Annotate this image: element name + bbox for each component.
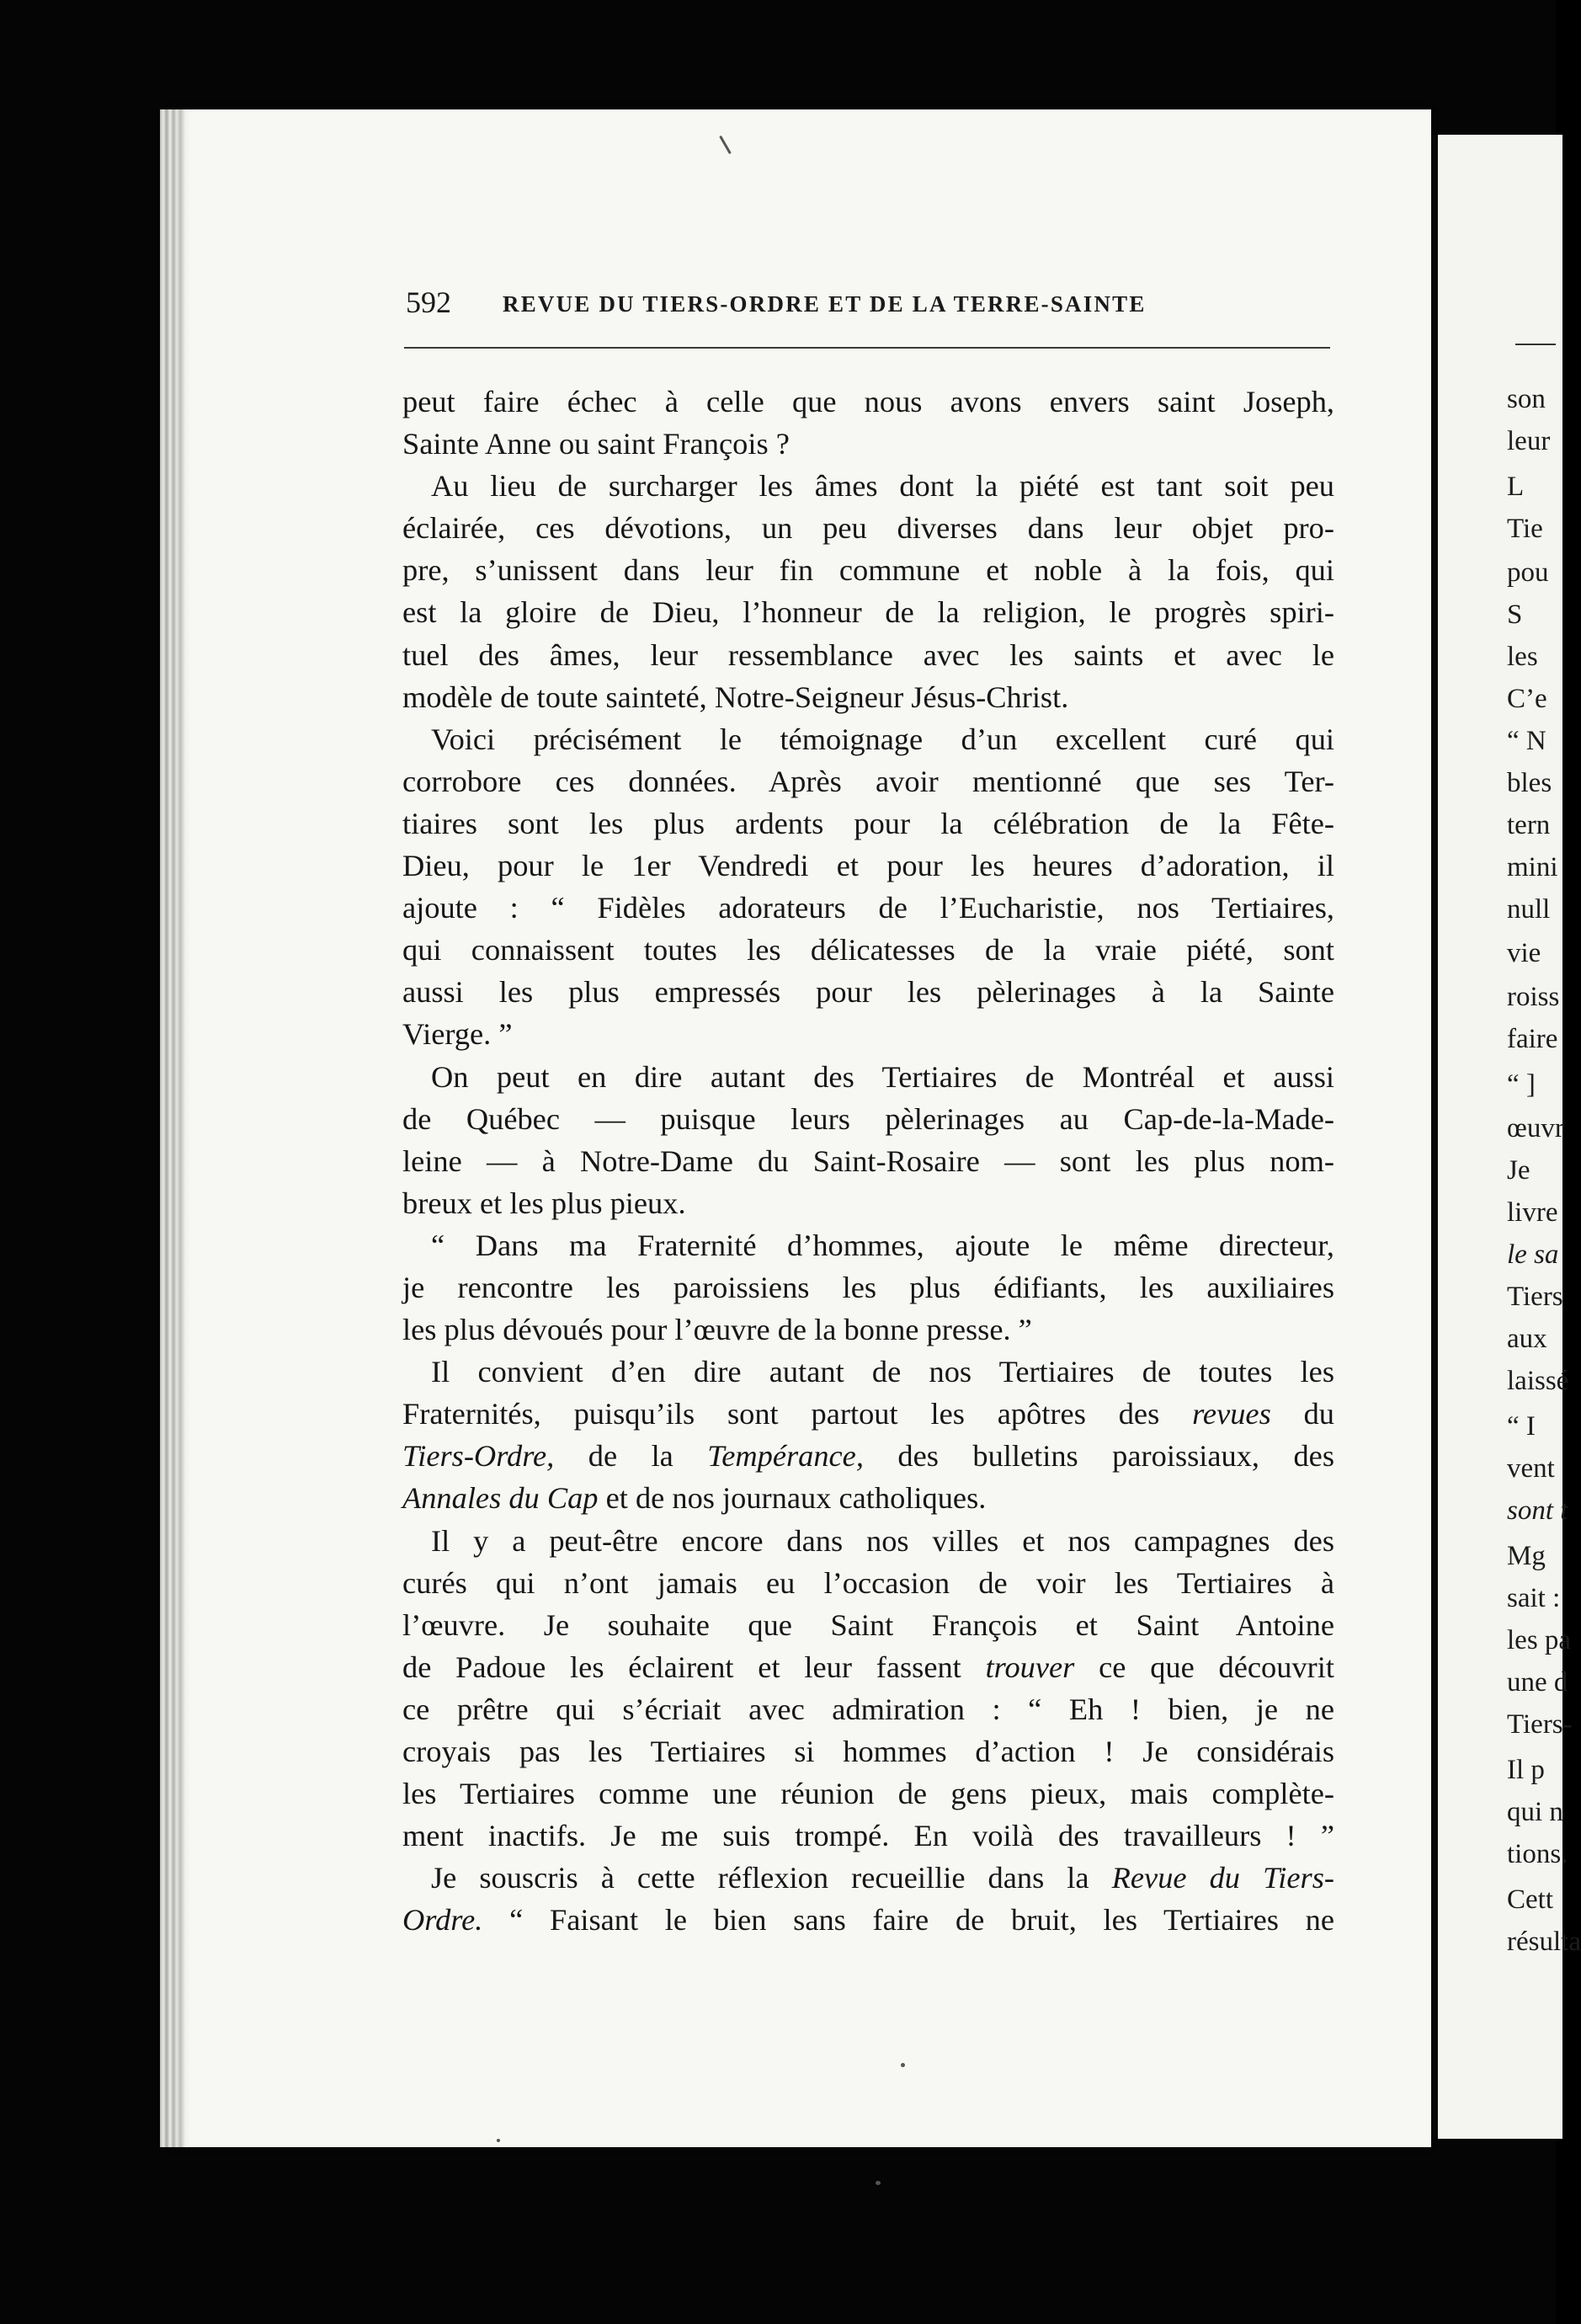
text-line: ment inactifs. Je me suis trompé. En voilà des travailleurs ! ” <box>402 1819 1334 1853</box>
text-line: Annales du Cap et de nos journaux catholiques. <box>402 1481 987 1516</box>
text-line: leine — à Notre-Dame du Saint-Rosaire — sont les plus nom- <box>402 1143 1334 1178</box>
facing-text-fragment: Tiers <box>1507 1282 1563 1312</box>
facing-text-fragment: vie <box>1507 938 1541 968</box>
text-line: breux et les plus pieux. <box>402 1186 686 1220</box>
facing-text-fragment: bles <box>1507 768 1552 798</box>
text-line: Au lieu de surcharger les âmes dont la piété est tant soit peu <box>431 469 1334 504</box>
facing-text-fragment: L <box>1507 472 1525 502</box>
text-line: je rencontre les paroissiens les plus édifiants, les auxiliaires <box>402 1270 1334 1304</box>
facing-text-fragment: sait : <box>1507 1583 1561 1613</box>
running-header <box>406 285 1332 327</box>
text-line: Ordre. “ Faisant le bien sans faire de bruit, les Tertiaires ne <box>402 1903 1334 1938</box>
facing-text-fragment: œuvr <box>1507 1113 1564 1143</box>
text-line: ajoute : “ Fidèles adorateurs de l’Eucharistie, nos Tertiaires, <box>402 891 1334 925</box>
facing-text-fragment: les <box>1507 642 1538 672</box>
facing-text-fragment: livre <box>1507 1197 1558 1228</box>
text-line: tuel des âmes, leur ressemblance avec les saints et avec le <box>402 637 1334 672</box>
text-line: ce prêtre qui s’écriait avec admiration : “ Eh ! bien, je ne <box>402 1692 1334 1726</box>
facing-text-fragment: mini <box>1507 852 1558 882</box>
facing-text-fragment: Mg <box>1507 1541 1546 1571</box>
text-line: peut faire échec à celle que nous avons envers saint Joseph, <box>402 385 1334 418</box>
text-line: Sainte Anne ou saint François ? <box>402 427 790 461</box>
text-line: curés qui n’ont jamais eu l’occasion de voir les Tertiaires à <box>402 1565 1334 1600</box>
text-line: Voici précisément le témoignage d’un excellent curé qui <box>431 722 1334 756</box>
text-line: croyais pas les Tertiaires si hommes d’action ! Je considérais <box>402 1735 1334 1768</box>
facing-text-fragment: Il p <box>1507 1755 1545 1785</box>
facing-text-fragment: C’e <box>1507 684 1547 714</box>
text-line: de Padoue les éclairent et leur fassent trouver ce que découvrit <box>402 1650 1334 1684</box>
text-line: les Tertiaires comme une réunion de gens pieux, mais complète- <box>402 1777 1334 1811</box>
page-number: 592 <box>406 285 451 319</box>
text-line: pre, s’unissent dans leur fin commune et noble à la fois, qui <box>402 553 1334 588</box>
scan-speck <box>876 2181 881 2185</box>
text-line: Il convient d’en dire autant de nos Tertiaires de toutes les <box>431 1355 1334 1389</box>
text-line: de Québec — puisque leurs pèlerinages au Cap-de-la-Made- <box>402 1101 1334 1136</box>
text-line: “ Dans ma Fraternité d’hommes, ajoute le même directeur, <box>431 1228 1334 1262</box>
text-line: tiaires sont les plus ardents pour la célébration de la Fête- <box>402 806 1334 840</box>
scan-speck <box>901 2063 905 2067</box>
facing-text-fragment: null <box>1507 894 1551 925</box>
facing-text-fragment: “ I <box>1507 1411 1536 1442</box>
page-edges <box>160 109 190 2147</box>
body-text <box>402 381 1334 1941</box>
facing-text-fragment: faire <box>1507 1024 1558 1054</box>
facing-text-fragment: Cett <box>1507 1884 1553 1915</box>
facing-text-fragment: S <box>1507 600 1523 630</box>
facing-text-fragment: tions. <box>1507 1839 1568 1869</box>
scan-speck <box>497 2139 500 2142</box>
text-line: est la gloire de Dieu, l’honneur de la religion, le progrès spiri- <box>402 595 1334 630</box>
text-line: Dieu, pour le 1er Vendredi et pour les heures d’adoration, il <box>402 849 1334 883</box>
facing-text-fragment: vent <box>1507 1453 1555 1484</box>
text-line: Je souscris à cette réflexion recueillie dans la Revue du Tiers- <box>431 1861 1335 1895</box>
text-line: qui connaissent toutes les délicatesses de la vraie piété, sont <box>402 933 1334 967</box>
text-line: Tiers-Ordre, de la Tempérance, des bulletins paroissiaux, des <box>402 1439 1334 1474</box>
text-line: aussi les plus empressés pour les pèlerinages à la Sainte <box>402 975 1334 1010</box>
text-line: l’œuvre. Je souhaite que Saint François et Saint Antoine <box>402 1607 1334 1642</box>
facing-text-fragment: résulta <box>1507 1927 1581 1957</box>
facing-header-rule <box>1515 344 1556 345</box>
text-line: Vierge. ” <box>402 1017 513 1052</box>
text-line: éclairée, ces dévotions, un peu diverses dans leur objet pro- <box>402 511 1334 546</box>
facing-text-fragment: leur <box>1507 426 1551 456</box>
text-line: Fraternités, puisqu’ils sont partout les apôtres des revues du <box>402 1397 1334 1431</box>
facing-text-fragment: Je <box>1507 1155 1530 1186</box>
text-line: les plus dévoués pour l’œuvre de la bonne presse. ” <box>402 1313 1032 1347</box>
facing-text-fragment: son <box>1507 384 1546 414</box>
facing-text-fragment: “ ] <box>1507 1069 1536 1100</box>
facing-text-fragment: tern <box>1507 810 1551 840</box>
facing-text-fragment: une d <box>1507 1667 1568 1698</box>
facing-text-fragment: “ N <box>1507 726 1546 756</box>
text-line: On peut en dire autant des Tertiaires de Montréal et aussi <box>431 1059 1334 1094</box>
facing-text-fragment: laissé <box>1507 1366 1569 1396</box>
header-rule <box>404 347 1330 349</box>
facing-text-fragment: pou <box>1507 557 1549 588</box>
facing-text-fragment: qui n <box>1507 1797 1563 1827</box>
facing-text-fragment: Tie <box>1507 514 1543 544</box>
facing-text-fragment: les pa <box>1507 1625 1572 1655</box>
text-line: Il y a peut-être encore dans nos villes et nos campagnes des <box>431 1523 1334 1558</box>
header-title: REVUE DU TIERS-ORDRE ET DE LA TERRE-SAINTE <box>503 291 1147 317</box>
facing-text-fragment: roiss <box>1507 982 1560 1012</box>
text-line: modèle de toute sainteté, Notre-Seigneur Jésus-Christ. <box>402 680 1069 714</box>
facing-text-fragment: sont t <box>1507 1495 1568 1526</box>
facing-text-fragment: le sa <box>1507 1239 1559 1270</box>
facing-text-fragment: Tiers- <box>1507 1709 1573 1740</box>
facing-text-fragment: aux <box>1507 1324 1547 1354</box>
text-line: corrobore ces données. Après avoir mentionné que ses Ter- <box>402 764 1334 798</box>
